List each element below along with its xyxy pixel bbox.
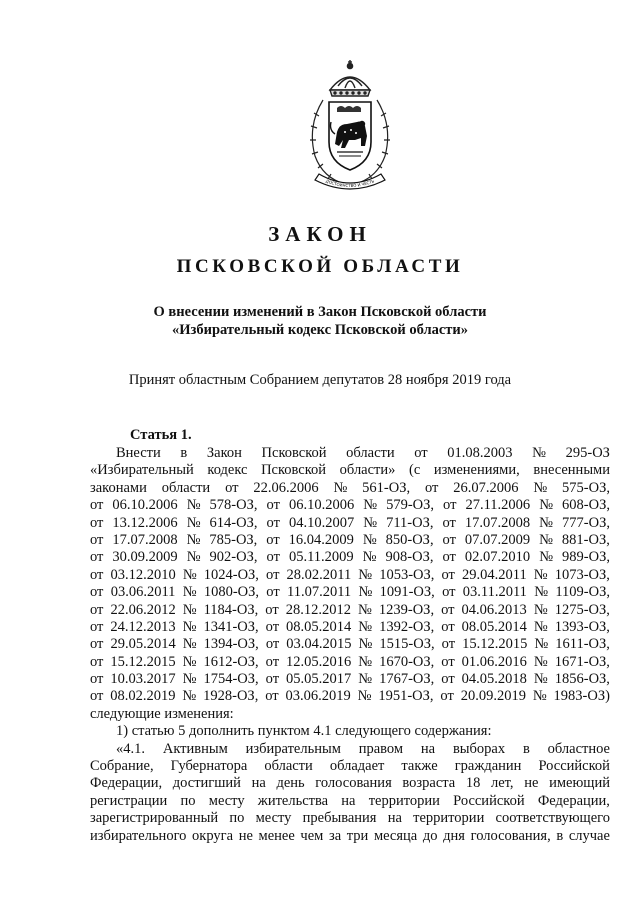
article-heading: Статья 1. [130, 427, 192, 443]
ribbon-icon [315, 174, 385, 189]
body-line: от 22.06.2012 № 1184-ОЗ, от 28.12.2012 № 1239-ОЗ, от 04.06.2013 № 1275-ОЗ, [90, 601, 610, 618]
body-line: регистрации по месту жительства на территории Российской Федерации, [90, 792, 610, 809]
body-line: законами области от 22.06.2006 № 561-ОЗ, от 26.07.2006 № 575-ОЗ, [90, 479, 610, 496]
body-line: следующие изменения: [90, 705, 234, 722]
coat-of-arms-icon [301, 56, 399, 196]
subtitle-line1: О внесении изменений в Закон Псковской области [153, 304, 487, 320]
body-line: «Избирательный кодекс Псковской области» (с изменениями, внесенными [90, 462, 610, 479]
body-line: Внести в Закон Псковской области от 01.08.2003 № 295-ОЗ [116, 445, 610, 461]
body-line: от 03.12.2010 № 1024-ОЗ, от 28.02.2011 № 1053-ОЗ, от 29.04.2011 № 1073-ОЗ, [90, 566, 610, 583]
document-title-line1: ЗАКОН [268, 222, 372, 246]
body-line: от 24.12.2013 № 1341-ОЗ, от 08.05.2014 № 1392-ОЗ, от 08.05.2014 № 1393-ОЗ, [90, 618, 610, 635]
body-line: от 08.02.2019 № 1928-ОЗ, от 03.06.2019 № 1951-ОЗ, от 20.09.2019 № 1983-ОЗ) [90, 688, 610, 705]
body-line: Собрание, Губернатора области обладает также гражданин Российской [90, 758, 610, 775]
body-line: от 29.05.2014 № 1394-ОЗ, от 03.04.2015 № 1515-ОЗ, от 15.12.2015 № 1611-ОЗ, [90, 636, 610, 653]
body-line: от 13.12.2006 № 614-ОЗ, от 04.10.2007 № 711-ОЗ, от 17.07.2008 № 777-ОЗ, [90, 514, 610, 531]
adoption-note: Принят областным Собранием депутатов 28 ноября 2019 года [128, 372, 512, 388]
body-line: от 30.09.2009 № 902-ОЗ, от 05.11.2009 № 908-ОЗ, от 02.07.2010 № 989-ОЗ, [90, 549, 610, 566]
body-line: от 17.07.2008 № 785-ОЗ, от 16.04.2009 № 850-ОЗ, от 07.07.2009 № 881-ОЗ, [90, 531, 610, 548]
body-line: 1) статью 5 дополнить пунктом 4.1 следующего содержания: [116, 723, 492, 740]
body-line: от 15.12.2015 № 1612-ОЗ, от 12.05.2016 № 1670-ОЗ, от 01.06.2016 № 1671-ОЗ, [90, 653, 610, 670]
crown-icon [330, 60, 370, 96]
subtitle-line2: «Избирательный кодекс Псковской области» [171, 322, 469, 338]
ribbon-text: ДОСТОИНСТВО И ЧЕСТЬ [325, 178, 375, 189]
body-line: Федерации, достигший на день голосования возраста 18 лет, не имеющий [90, 775, 610, 792]
shield-icon [329, 102, 371, 170]
body-line: зарегистрированный по месту пребывания на территории соответствующего [90, 810, 610, 827]
body-line: «4.1. Активным избирательным правом на выборах в областное [116, 740, 610, 757]
article-body [90, 445, 610, 845]
document-title-line2: ПСКОВСКОЙ ОБЛАСТИ [176, 256, 464, 277]
body-line: от 10.03.2017 № 1754-ОЗ, от 05.05.2017 № 1767-ОЗ, от 04.05.2018 № 1856-ОЗ, [90, 671, 610, 688]
body-line: от 06.10.2006 № 578-ОЗ, от 06.10.2006 № 579-ОЗ, от 27.11.2006 № 608-ОЗ, [90, 497, 610, 514]
body-line: избирательного округа не менее чем за три месяца до дня голосования, в случае [90, 827, 610, 844]
body-line: от 03.06.2011 № 1080-ОЗ, от 11.07.2011 № 1091-ОЗ, от 03.11.2011 № 1109-ОЗ, [90, 584, 610, 601]
